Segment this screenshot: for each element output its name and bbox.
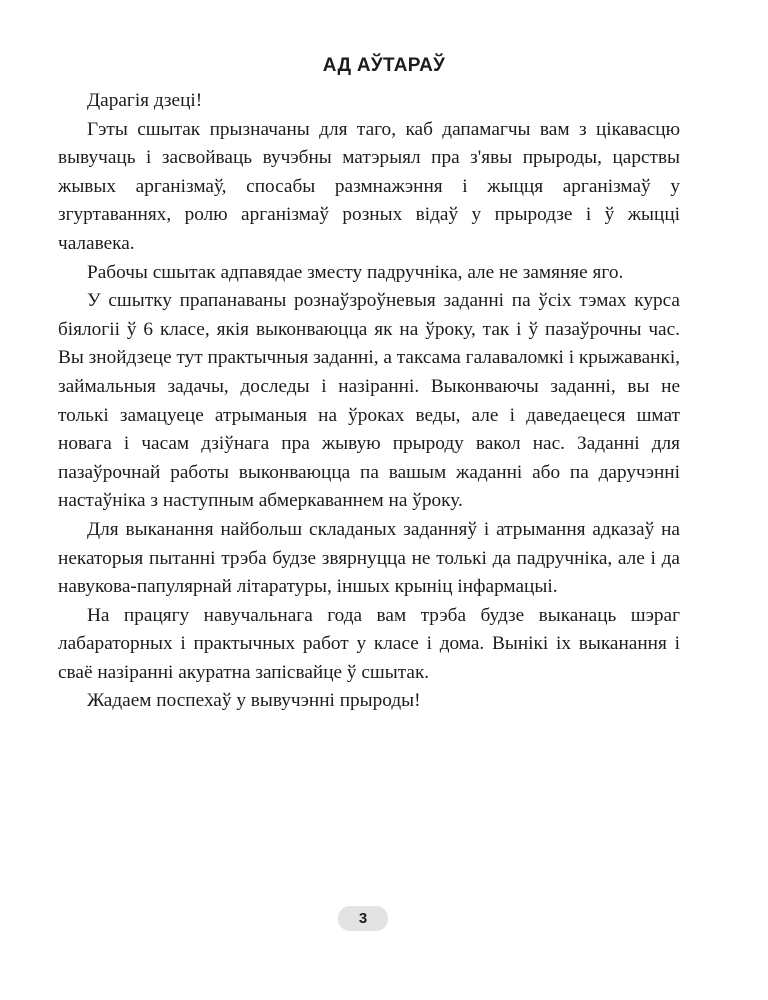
paragraph-wish: Жадаем поспехаў у вывучэнні прыроды! xyxy=(87,690,421,712)
page-title: АД АЎТАРАЎ xyxy=(322,55,446,76)
body-text xyxy=(58,87,680,716)
paragraph-tasks: У сшытку прапанаваны рознаўзроўневыя заданні па ўсіх тэмах курса біялогіі ў 6 класе, якія выконваюцца як на ўроку, так і ў пазаўрочны час. Вы знойдзеце тут практычныя заданні, а таксама галаваломкі і крыжаванкі, займальныя задачы, доследы і назіранні. Выконваючы заданні, вы не толькі замацуеце атрыманыя на ўроках веды, але і даведаецеся шмат новага і часам дзіўнага пра жывую прыроду вакол нас. Заданні для пазаўрочнай работы выконваюцца па вашым жаданні або па даручэнні настаўніка з наступным абмеркаваннем на ўроку. xyxy=(58,290,680,512)
paragraph-purpose: Гэты сшытак прызначаны для таго, каб дапамагчы вам з цікавасцю вывучаць і засвойваць вучэбны матэрыял пра з'явы прыроды, царствы жывых арганізмаў, спосабы размнажэння і жыцця арганізмаў у згуртаваннях, ролю арганізмаў розных відаў у прыродзе і ў жыцці чалавека. xyxy=(58,118,680,254)
paragraph-textbook: Рабочы сшытак адпавядае зместу падручніка, але не замяняе яго. xyxy=(87,261,624,283)
paragraph-sources: Для выканання найбольш складаных заданняў і атрымання адказаў на некаторыя пытанні трэба будзе звярнуцца не толькі да падручніка, але і да навукова-папулярнай літаратуры, іншых крыніц інфармацыі. xyxy=(58,518,680,598)
paragraph-lab-works: На працягу навучальнага года вам трэба будзе выканаць шэраг лабараторных і практычных работ у класе і дома. Вынікі іх выканання і сваё назіранні акуратна запісвайце ў сшытак. xyxy=(58,604,680,683)
page-number-badge: 3 xyxy=(338,906,388,931)
paragraph-greeting: Дарагія дзеці! xyxy=(87,90,203,111)
